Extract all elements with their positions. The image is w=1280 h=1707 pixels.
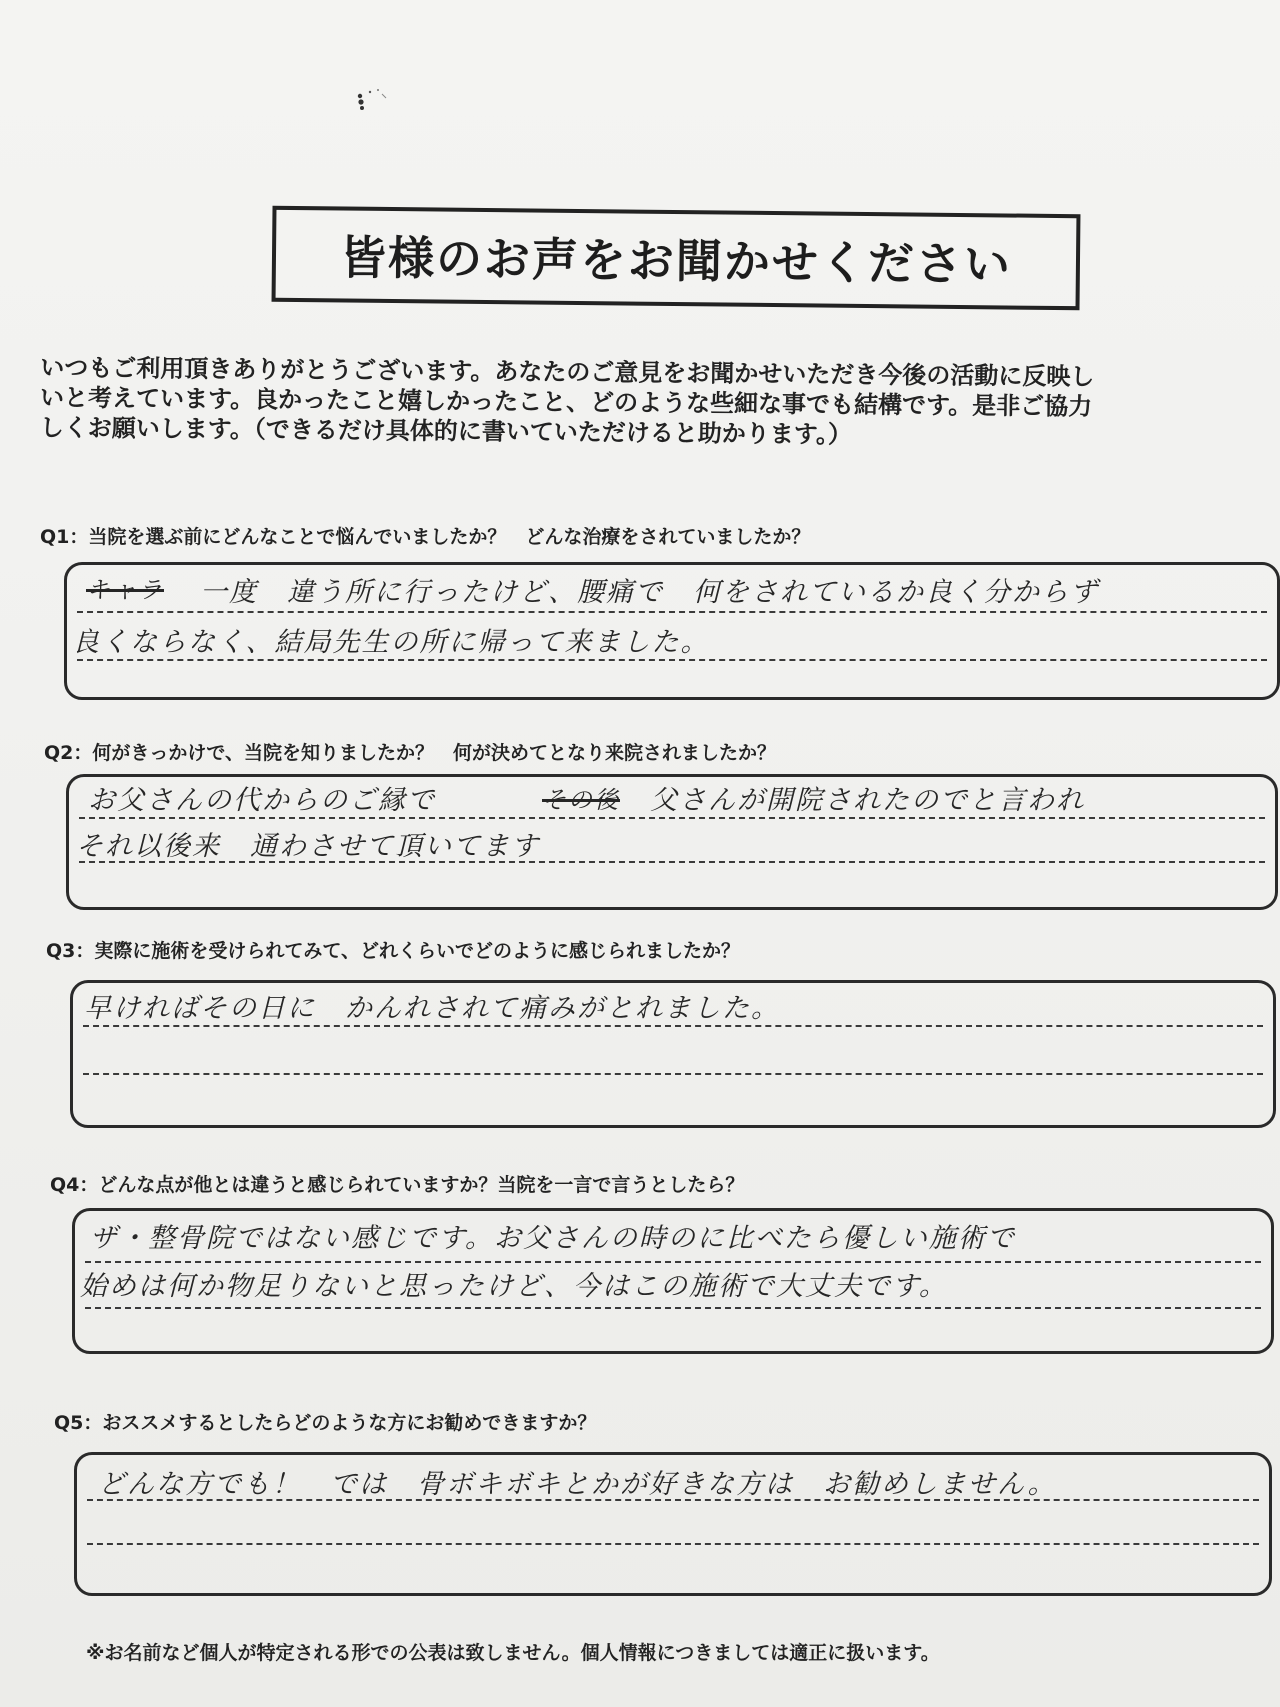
ink-speck-mark: [352, 86, 392, 116]
handwritten-answer-q2-line2: それ以後来 通わさせて頂いてます: [76, 831, 540, 862]
page-title: 皆様のお声をお聞かせください: [339, 230, 1013, 292]
title-box: [272, 206, 1081, 310]
answer-line: [77, 611, 1267, 613]
intro-line-2: いと考えています。良かったこと嬉しかったこと、どのような些細な事でも結構です。是非ご協力: [39, 383, 1093, 421]
answer-line: [79, 817, 1265, 819]
answer-line: [83, 1073, 1263, 1075]
handwritten-answer-q1-line2: 良くならなく、結局先生の所に帰って来ました。: [72, 627, 710, 658]
question-q2: Q2：何がきっかけで、当院を知りましたか？ 何が決めてとなり来院されましたか？: [44, 742, 776, 764]
answer-line: [83, 1025, 1263, 1027]
answer-line: [85, 1307, 1261, 1309]
question-q3: Q3：実際に施術を受けられてみて、どれくらいでどのように感じられましたか？: [46, 940, 740, 962]
handwritten-struck-text-q2: その後: [542, 786, 620, 814]
question-q4: Q4：どんな点が他とは違うと感じられていますか？当院を一言で言うとしたら？: [50, 1174, 745, 1196]
privacy-note: ※お名前など個人が特定される形での公表は致しません。個人情報につきましては適正に扱います。: [86, 1642, 940, 1664]
answer-line: [87, 1543, 1259, 1545]
handwritten-answer-q4-line1: ザ・整骨院ではない感じです。お父さんの時のに比べたら優しい施術で: [90, 1223, 1016, 1254]
question-q1: Q1：当院を選ぶ前にどんなことで悩んでいましたか？ どんな治療をされていましたか？: [40, 526, 811, 548]
handwritten-answer-q2-line1a: お父さんの代からのご縁で: [88, 785, 436, 816]
answer-line: [77, 659, 1267, 661]
handwritten-answer-q3-line1: 早ければその日に かんれされて痛みがとれました。: [84, 993, 780, 1024]
intro-line-1: いつもご利用頂きありがとうございます。あなたのご意見をお聞かせいただき今後の活動に反映し: [40, 353, 1095, 391]
intro-text: [40, 353, 1280, 454]
handwritten-answer-q2-line1b: 父さんが開院されたのでと言われ: [650, 785, 1085, 816]
handwritten-answer-q4-line2: 始めは何か物足りないと思ったけど、今はこの施術で大丈夫です。: [80, 1271, 948, 1302]
question-q5: Q5：おススメするとしたらどのような方にお勧めできますか？: [54, 1412, 597, 1434]
intro-line-3: しくお願いします。（できるだけ具体的に書いていただけると助かります。）: [39, 413, 853, 449]
handwritten-answer-q1-line1: 一度 違う所に行ったけど、腰痛で 何をされているか良く分からず: [200, 577, 1099, 608]
handwritten-answer-q5-line1: どんな方でも！ では 骨ボキボキとかが好きな方は お勧めしません。: [98, 1469, 1057, 1500]
handwritten-struck-text-q1: キャラ: [86, 576, 164, 604]
answer-line: [85, 1261, 1261, 1263]
